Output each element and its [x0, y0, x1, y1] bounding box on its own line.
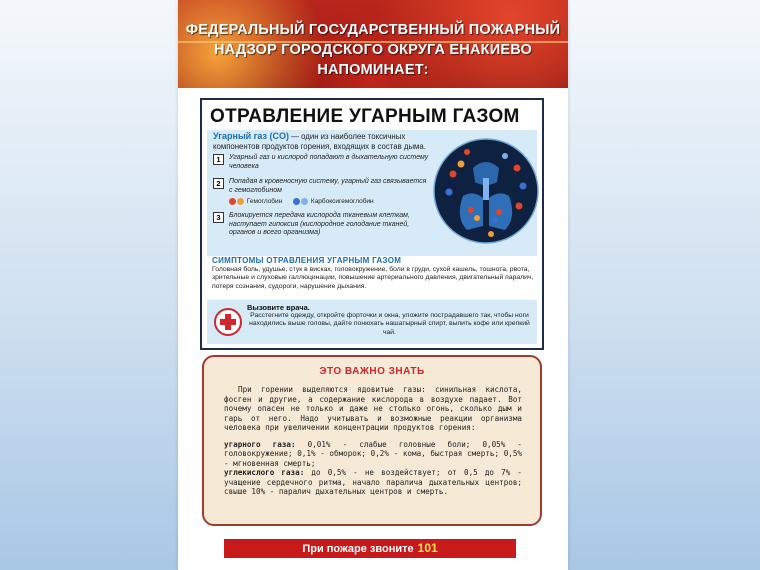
intro-text [213, 132, 433, 151]
first-aid-title: Вызовите врача. [247, 303, 310, 312]
important-info-box [202, 355, 542, 526]
step-number: 2 [213, 178, 224, 189]
step-number: 3 [213, 212, 224, 223]
first-aid-section [207, 300, 537, 344]
intro-term: Угарный газ (CO) [213, 131, 289, 141]
carboxy-dot-icon [301, 198, 308, 205]
symptoms-title: СИМПТОМЫ ОТРАВЛЕНИЯ УГАРНЫМ ГАЗОМ [212, 256, 402, 265]
co-levels [224, 440, 522, 469]
explanation-panel [207, 130, 537, 256]
emergency-call-bar [224, 539, 516, 558]
poster-sheet [178, 0, 568, 570]
important-title: ЭТО ВАЖНО ЗНАТЬ [319, 366, 425, 377]
co-label: угарного газа: [224, 439, 296, 449]
banner-line-2: НАДЗОР ГОРОДСКОГО ОКРУГА ЕНАКИЕВО [214, 42, 532, 58]
step-text: Блокируется передача кислорода тканевым клеткам, наступает гипоксия (кислородное голодание тканей, органов и всего организма) [229, 212, 410, 237]
card-title: ОТРАВЛЕНИЕ УГАРНЫМ ГАЗОМ [210, 106, 520, 127]
symptoms-section [207, 256, 537, 298]
banner-line-3: НАПОМИНАЕТ: [317, 62, 429, 78]
co2-label: углекислого газа: [224, 468, 305, 477]
fire-banner [178, 0, 568, 88]
co-poisoning-card [200, 98, 544, 350]
medical-cross-icon [214, 308, 242, 336]
hemoglobin-dot-icon [237, 198, 244, 205]
hemoglobin-dot-icon [229, 198, 236, 205]
banner-line-1: ФЕДЕРАЛЬНЫЙ ГОСУДАРСТВЕННЫЙ ПОЖАРНЫЙ [185, 22, 561, 38]
carboxy-dot-icon [293, 198, 300, 205]
legend-carboxy: Карбоксигемоглобин [310, 198, 374, 206]
call-text: При пожаре звоните [302, 543, 414, 555]
step-text: Угарный газ и кислород попадают в дыхательную систему человека [229, 154, 429, 170]
co-text: 0,01% - слабые головные боли; 0,05% - головокружение; 0,1% - обморок; 0,2% - кома, быстрая смерть; 0,5% - мгновенная смерть; [224, 439, 522, 468]
legend-hemoglobin: Гемоглобин [246, 198, 283, 206]
emergency-number: 101 [417, 541, 438, 555]
step-number: 1 [213, 154, 224, 165]
co2-levels [224, 468, 522, 497]
important-paragraph: При горении выделяются ядовитые газы: синильная кислота, фосген и другие, а содержание кислорода в воздухе падает. Вот почему опасен не только и даже не столько огонь, сколько дым и гарь от него. Надо учитывать и возможные реакции организма человека при увеличении концентрации продуктов горения: [224, 385, 522, 432]
first-aid-text: Расстегните одежду, откройте форточки и окна, уложите пострадавшего так, чтобы ноги находились выше головы, дайте понюхать нашатырный спирт, выпить кофе или крепкий чай. [249, 312, 530, 336]
blood-legend [229, 198, 374, 205]
important-body [224, 385, 522, 497]
lungs-diagram-icon [433, 138, 539, 244]
symptoms-text: Головная боль, удушье, стук в висках, головокружение, боли в груди, сухой кашель, тошнота, рвота, зрительные и слуховые галлюцинации, повышение артериального давления, двигательный паралич, потеря сознания, судороги, нарушение дыхания. [212, 266, 534, 290]
intro-description: — один из наиболее токсичных компонентов продуктов горения, входящих в состав дыма. [213, 132, 426, 151]
step-text: Попадая в кровеносную систему, угарный газ связывается с гемоглобином [229, 178, 427, 194]
co2-text: до 0,5% - не воздействует; от 0,5 до 7% - учащение сердечного ритма, начало паралича дыхательных центров; свыше 10% - паралич дыхательных центров и смерть. [224, 468, 522, 496]
